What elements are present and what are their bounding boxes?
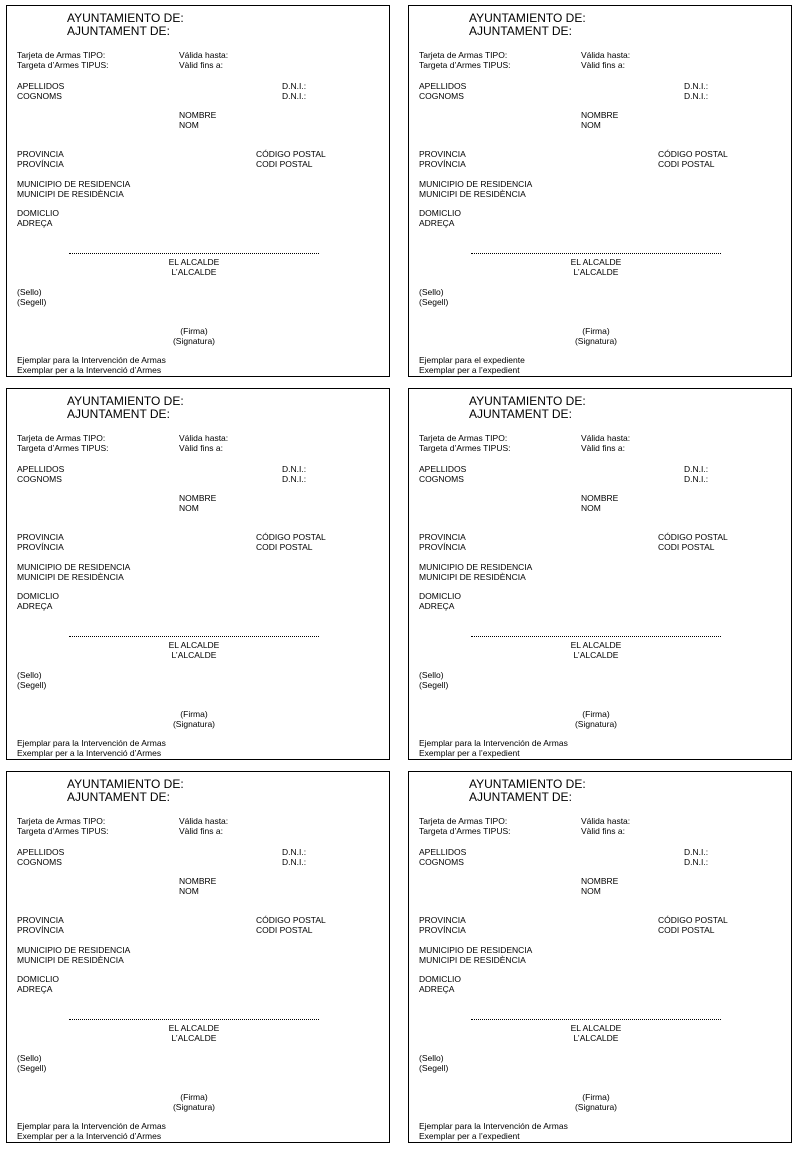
municipio-label-ca: MUNICIPI DE RESIDÈNCIA <box>419 572 526 582</box>
alcalde-label-es: EL ALCALDE <box>168 640 220 650</box>
apellidos-label-es: APELLIDOS <box>419 81 467 91</box>
sello-label-ca: (Segell) <box>419 1063 449 1073</box>
apellidos-label <box>419 81 466 101</box>
domicilio-label <box>419 974 461 994</box>
alcalde-label-es: EL ALCALDE <box>168 1023 220 1033</box>
card-title <box>469 778 586 804</box>
codigo-postal-label-es: CÓDIGO POSTAL <box>658 532 728 542</box>
municipio-label <box>419 945 532 965</box>
valida-label <box>179 816 228 836</box>
firma-label-es: (Firma) <box>180 1092 208 1102</box>
weapons-card-1 <box>6 5 390 377</box>
card-title <box>67 395 184 421</box>
alcalde-label <box>559 1023 633 1043</box>
dni-label-es: D.N.I.: <box>684 847 709 857</box>
sello-label-ca: (Segell) <box>419 297 449 307</box>
codigo-postal-label <box>658 149 728 169</box>
domicilio-label <box>17 591 59 611</box>
dni-label <box>282 81 306 101</box>
municipio-label-ca: MUNICIPI DE RESIDÈNCIA <box>17 572 124 582</box>
provincia-label-es: PROVINCIA <box>419 149 466 159</box>
dni-label-es: D.N.I.: <box>282 847 307 857</box>
signature-dotted-line <box>69 1019 319 1020</box>
tipo-label-es: Tarjeta de Armas TIPO: <box>419 433 508 443</box>
municipio-label-ca: MUNICIPI DE RESIDÈNCIA <box>17 189 124 199</box>
nombre-label <box>179 110 216 130</box>
apellidos-label-ca: COGNOMS <box>419 91 464 101</box>
tipo-label-ca: Targeta d’Armes TIPUS: <box>419 443 511 453</box>
domicilio-label <box>419 208 461 228</box>
ejemplar-label <box>17 1121 166 1141</box>
provincia-label-es: PROVINCIA <box>419 915 466 925</box>
ejemplar-label-es: Ejemplar para la Intervención de Armas <box>419 738 568 748</box>
alcalde-label <box>157 640 231 660</box>
weapons-card-4 <box>408 388 792 760</box>
sello-label-ca: (Segell) <box>17 1063 47 1073</box>
provincia-label-ca: PROVÍNCIA <box>17 542 64 552</box>
tipo-label <box>419 816 511 836</box>
nombre-label-ca: NOM <box>581 503 601 513</box>
weapons-card-6 <box>408 771 792 1143</box>
signature-dotted-line <box>471 253 721 254</box>
valida-label-ca: Vàlid fins a: <box>581 826 625 836</box>
valida-label <box>581 433 630 453</box>
codigo-postal-label <box>256 149 326 169</box>
valida-label-es: Válida hasta: <box>581 50 631 60</box>
codigo-postal-label-es: CÓDIGO POSTAL <box>658 149 728 159</box>
dni-label-ca: D.N.I.: <box>684 91 709 101</box>
weapons-card-3 <box>6 388 390 760</box>
firma-label-es: (Firma) <box>582 709 610 719</box>
sello-label-ca: (Segell) <box>17 297 47 307</box>
codigo-postal-label-ca: CODI POSTAL <box>256 925 313 935</box>
codigo-postal-label-es: CÓDIGO POSTAL <box>256 532 326 542</box>
ejemplar-label-ca: Exemplar per a l’expedient <box>419 365 520 375</box>
provincia-label <box>17 532 64 552</box>
codigo-postal-label <box>256 532 326 552</box>
apellidos-label <box>419 464 466 484</box>
domicilio-label-ca: ADREÇA <box>419 984 455 994</box>
apellidos-label <box>419 847 466 867</box>
dni-label <box>282 464 306 484</box>
ejemplar-label <box>17 738 166 758</box>
signature-dotted-line <box>69 253 319 254</box>
apellidos-label-es: APELLIDOS <box>419 464 467 474</box>
alcalde-label <box>157 257 231 277</box>
firma-label-ca: (Signatura) <box>172 719 216 729</box>
municipio-label <box>17 562 130 582</box>
municipio-label-es: MUNICIPIO DE RESIDENCIA <box>17 562 131 572</box>
dni-label <box>684 847 708 867</box>
nombre-label-es: NOMBRE <box>581 876 619 886</box>
title-es: AYUNTAMIENTO DE: <box>469 777 586 791</box>
provincia-label-es: PROVINCIA <box>17 532 64 542</box>
firma-label <box>559 1092 633 1112</box>
tipo-label <box>17 50 109 70</box>
alcalde-label-es: EL ALCALDE <box>570 640 622 650</box>
tipo-label <box>17 816 109 836</box>
municipio-label <box>17 945 130 965</box>
title-ca: AJUNTAMENT DE: <box>67 24 170 38</box>
nombre-label-ca: NOM <box>179 886 199 896</box>
municipio-label-es: MUNICIPIO DE RESIDENCIA <box>17 945 131 955</box>
ejemplar-label-ca: Exemplar per a l’expedient <box>419 748 520 758</box>
municipio-label <box>419 179 532 199</box>
provincia-label <box>17 149 64 169</box>
tipo-label-ca: Targeta d’Armes TIPUS: <box>419 826 511 836</box>
nombre-label-ca: NOM <box>179 120 199 130</box>
codigo-postal-label-ca: CODI POSTAL <box>256 159 313 169</box>
sello-label-es: (Sello) <box>419 287 444 297</box>
codigo-postal-label <box>658 532 728 552</box>
dni-label-es: D.N.I.: <box>684 81 709 91</box>
dni-label-ca: D.N.I.: <box>684 857 709 867</box>
tipo-label-es: Tarjeta de Armas TIPO: <box>17 433 106 443</box>
dni-label-es: D.N.I.: <box>282 81 307 91</box>
tipo-label <box>17 433 109 453</box>
domicilio-label-es: DOMICLIO <box>17 591 60 601</box>
valida-label-ca: Vàlid fins a: <box>581 60 625 70</box>
ejemplar-label-ca: Exemplar per a la Intervenció d’Armes <box>17 365 162 375</box>
valida-label-ca: Vàlid fins a: <box>179 60 223 70</box>
title-es: AYUNTAMIENTO DE: <box>67 11 184 25</box>
valida-label <box>179 50 228 70</box>
firma-label-es: (Firma) <box>180 326 208 336</box>
dni-label <box>282 847 306 867</box>
dni-label <box>684 81 708 101</box>
firma-label-ca: (Signatura) <box>574 719 618 729</box>
nombre-label-es: NOMBRE <box>581 493 619 503</box>
firma-label <box>157 1092 231 1112</box>
sello-label <box>419 1053 448 1073</box>
codigo-postal-label-ca: CODI POSTAL <box>658 925 715 935</box>
municipio-label-ca: MUNICIPI DE RESIDÈNCIA <box>17 955 124 965</box>
sello-label-es: (Sello) <box>419 670 444 680</box>
nombre-label <box>581 110 618 130</box>
valida-label-es: Válida hasta: <box>179 433 229 443</box>
ejemplar-label <box>419 738 568 758</box>
valida-label <box>581 50 630 70</box>
domicilio-label <box>419 591 461 611</box>
municipio-label <box>17 179 130 199</box>
provincia-label-ca: PROVÍNCIA <box>419 925 466 935</box>
provincia-label-es: PROVINCIA <box>17 915 64 925</box>
nombre-label <box>581 876 618 896</box>
sello-label <box>419 670 448 690</box>
nombre-label-es: NOMBRE <box>179 110 217 120</box>
domicilio-label-es: DOMICLIO <box>419 974 462 984</box>
municipio-label-es: MUNICIPIO DE RESIDENCIA <box>17 179 131 189</box>
apellidos-label-ca: COGNOMS <box>419 857 464 867</box>
signature-dotted-line <box>471 636 721 637</box>
title-ca: AJUNTAMENT DE: <box>469 790 572 804</box>
tipo-label-es: Tarjeta de Armas TIPO: <box>419 816 508 826</box>
tipo-label-es: Tarjeta de Armas TIPO: <box>17 50 106 60</box>
provincia-label <box>419 532 466 552</box>
card-title <box>67 778 184 804</box>
ejemplar-label <box>419 355 525 375</box>
sello-label-es: (Sello) <box>419 1053 444 1063</box>
tipo-label <box>419 50 511 70</box>
alcalde-label <box>559 257 633 277</box>
tipo-label-ca: Targeta d’Armes TIPUS: <box>17 826 109 836</box>
sello-label <box>17 670 46 690</box>
ejemplar-label-ca: Exemplar per a la Intervenció d’Armes <box>17 748 162 758</box>
codigo-postal-label-es: CÓDIGO POSTAL <box>256 149 326 159</box>
dni-label-ca: D.N.I.: <box>282 474 307 484</box>
provincia-label <box>17 915 64 935</box>
apellidos-label-es: APELLIDOS <box>17 81 65 91</box>
signature-dotted-line <box>471 1019 721 1020</box>
title-ca: AJUNTAMENT DE: <box>469 24 572 38</box>
ejemplar-label-es: Ejemplar para la Intervención de Armas <box>17 1121 166 1131</box>
apellidos-label-ca: COGNOMS <box>419 474 464 484</box>
firma-label-ca: (Signatura) <box>574 336 618 346</box>
municipio-label-ca: MUNICIPI DE RESIDÈNCIA <box>419 189 526 199</box>
nombre-label <box>581 493 618 513</box>
codigo-postal-label-ca: CODI POSTAL <box>658 159 715 169</box>
nombre-label-ca: NOM <box>179 503 199 513</box>
apellidos-label <box>17 464 64 484</box>
alcalde-label-ca: L’ALCALDE <box>573 1033 619 1043</box>
firma-label-es: (Firma) <box>582 326 610 336</box>
apellidos-label-ca: COGNOMS <box>17 474 62 484</box>
sello-label <box>17 1053 46 1073</box>
nombre-label-ca: NOM <box>581 120 601 130</box>
alcalde-label-es: EL ALCALDE <box>570 1023 622 1033</box>
sello-label-es: (Sello) <box>17 287 42 297</box>
provincia-label-es: PROVINCIA <box>419 532 466 542</box>
firma-label-es: (Firma) <box>582 1092 610 1102</box>
codigo-postal-label-ca: CODI POSTAL <box>256 542 313 552</box>
valida-label-ca: Vàlid fins a: <box>179 826 223 836</box>
valida-label-es: Válida hasta: <box>179 816 229 826</box>
valida-label-ca: Vàlid fins a: <box>179 443 223 453</box>
firma-label <box>559 326 633 346</box>
provincia-label-es: PROVINCIA <box>17 149 64 159</box>
domicilio-label-es: DOMICLIO <box>17 208 60 218</box>
domicilio-label-ca: ADREÇA <box>17 601 53 611</box>
card-title <box>67 12 184 38</box>
sello-label-es: (Sello) <box>17 1053 42 1063</box>
dni-label-ca: D.N.I.: <box>282 91 307 101</box>
firma-label <box>559 709 633 729</box>
sello-label-ca: (Segell) <box>419 680 449 690</box>
provincia-label-ca: PROVÍNCIA <box>419 542 466 552</box>
tipo-label-ca: Targeta d’Armes TIPUS: <box>419 60 511 70</box>
ejemplar-label <box>17 355 166 375</box>
card-title <box>469 12 586 38</box>
firma-label-ca: (Signatura) <box>172 1102 216 1112</box>
firma-label <box>157 709 231 729</box>
title-es: AYUNTAMIENTO DE: <box>469 394 586 408</box>
apellidos-label <box>17 81 64 101</box>
municipio-label <box>419 562 532 582</box>
alcalde-label <box>157 1023 231 1043</box>
apellidos-label-ca: COGNOMS <box>17 91 62 101</box>
ejemplar-label-es: Ejemplar para la Intervención de Armas <box>17 355 166 365</box>
domicilio-label-ca: ADREÇA <box>419 601 455 611</box>
firma-label-ca: (Signatura) <box>172 336 216 346</box>
tipo-label <box>419 433 511 453</box>
alcalde-label-ca: L’ALCALDE <box>573 267 619 277</box>
valida-label <box>581 816 630 836</box>
alcalde-label-es: EL ALCALDE <box>570 257 622 267</box>
dni-label-es: D.N.I.: <box>684 464 709 474</box>
domicilio-label-es: DOMICLIO <box>419 208 462 218</box>
provincia-label <box>419 149 466 169</box>
provincia-label <box>419 915 466 935</box>
nombre-label-es: NOMBRE <box>179 493 217 503</box>
sello-label <box>419 287 448 307</box>
apellidos-label-es: APELLIDOS <box>419 847 467 857</box>
alcalde-label <box>559 640 633 660</box>
ejemplar-label-es: Ejemplar para el expediente <box>419 355 525 365</box>
domicilio-label-es: DOMICLIO <box>419 591 462 601</box>
weapons-card-5 <box>6 771 390 1143</box>
alcalde-label-ca: L’ALCALDE <box>171 1033 217 1043</box>
ejemplar-label-ca: Exemplar per a l’expedient <box>419 1131 520 1141</box>
signature-dotted-line <box>69 636 319 637</box>
tipo-label-es: Tarjeta de Armas TIPO: <box>17 816 106 826</box>
domicilio-label <box>17 208 59 228</box>
title-ca: AJUNTAMENT DE: <box>67 790 170 804</box>
domicilio-label-ca: ADREÇA <box>17 218 53 228</box>
tipo-label-ca: Targeta d’Armes TIPUS: <box>17 60 109 70</box>
firma-label-ca: (Signatura) <box>574 1102 618 1112</box>
sello-label <box>17 287 46 307</box>
tipo-label-es: Tarjeta de Armas TIPO: <box>419 50 508 60</box>
municipio-label-es: MUNICIPIO DE RESIDENCIA <box>419 945 533 955</box>
ejemplar-label <box>419 1121 568 1141</box>
valida-label-es: Válida hasta: <box>179 50 229 60</box>
valida-label-es: Válida hasta: <box>581 816 631 826</box>
title-es: AYUNTAMIENTO DE: <box>67 394 184 408</box>
dni-label-es: D.N.I.: <box>282 464 307 474</box>
provincia-label-ca: PROVÍNCIA <box>17 925 64 935</box>
alcalde-label-ca: L’ALCALDE <box>573 650 619 660</box>
codigo-postal-label-es: CÓDIGO POSTAL <box>658 915 728 925</box>
ejemplar-label-ca: Exemplar per a la Intervenció d’Armes <box>17 1131 162 1141</box>
firma-label-es: (Firma) <box>180 709 208 719</box>
apellidos-label-ca: COGNOMS <box>17 857 62 867</box>
title-ca: AJUNTAMENT DE: <box>469 407 572 421</box>
tipo-label-ca: Targeta d’Armes TIPUS: <box>17 443 109 453</box>
title-ca: AJUNTAMENT DE: <box>67 407 170 421</box>
domicilio-label-ca: ADREÇA <box>17 984 53 994</box>
codigo-postal-label <box>256 915 326 935</box>
nombre-label <box>179 493 216 513</box>
valida-label <box>179 433 228 453</box>
apellidos-label-es: APELLIDOS <box>17 464 65 474</box>
codigo-postal-label <box>658 915 728 935</box>
municipio-label-ca: MUNICIPI DE RESIDÈNCIA <box>419 955 526 965</box>
weapons-card-2 <box>408 5 792 377</box>
nombre-label-es: NOMBRE <box>179 876 217 886</box>
sello-label-es: (Sello) <box>17 670 42 680</box>
codigo-postal-label-ca: CODI POSTAL <box>658 542 715 552</box>
firma-label <box>157 326 231 346</box>
domicilio-label-ca: ADREÇA <box>419 218 455 228</box>
ejemplar-label-es: Ejemplar para la Intervención de Armas <box>419 1121 568 1131</box>
municipio-label-es: MUNICIPIO DE RESIDENCIA <box>419 179 533 189</box>
valida-label-ca: Vàlid fins a: <box>581 443 625 453</box>
dni-label-ca: D.N.I.: <box>282 857 307 867</box>
alcalde-label-ca: L’ALCALDE <box>171 650 217 660</box>
dni-label-ca: D.N.I.: <box>684 474 709 484</box>
domicilio-label <box>17 974 59 994</box>
apellidos-label-es: APELLIDOS <box>17 847 65 857</box>
provincia-label-ca: PROVÍNCIA <box>419 159 466 169</box>
dni-label <box>684 464 708 484</box>
domicilio-label-es: DOMICLIO <box>17 974 60 984</box>
alcalde-label-ca: L’ALCALDE <box>171 267 217 277</box>
card-title <box>469 395 586 421</box>
title-es: AYUNTAMIENTO DE: <box>67 777 184 791</box>
provincia-label-ca: PROVÍNCIA <box>17 159 64 169</box>
apellidos-label <box>17 847 64 867</box>
nombre-label-es: NOMBRE <box>581 110 619 120</box>
title-es: AYUNTAMIENTO DE: <box>469 11 586 25</box>
nombre-label-ca: NOM <box>581 886 601 896</box>
municipio-label-es: MUNICIPIO DE RESIDENCIA <box>419 562 533 572</box>
alcalde-label-es: EL ALCALDE <box>168 257 220 267</box>
codigo-postal-label-es: CÓDIGO POSTAL <box>256 915 326 925</box>
ejemplar-label-es: Ejemplar para la Intervención de Armas <box>17 738 166 748</box>
nombre-label <box>179 876 216 896</box>
sello-label-ca: (Segell) <box>17 680 47 690</box>
valida-label-es: Válida hasta: <box>581 433 631 443</box>
